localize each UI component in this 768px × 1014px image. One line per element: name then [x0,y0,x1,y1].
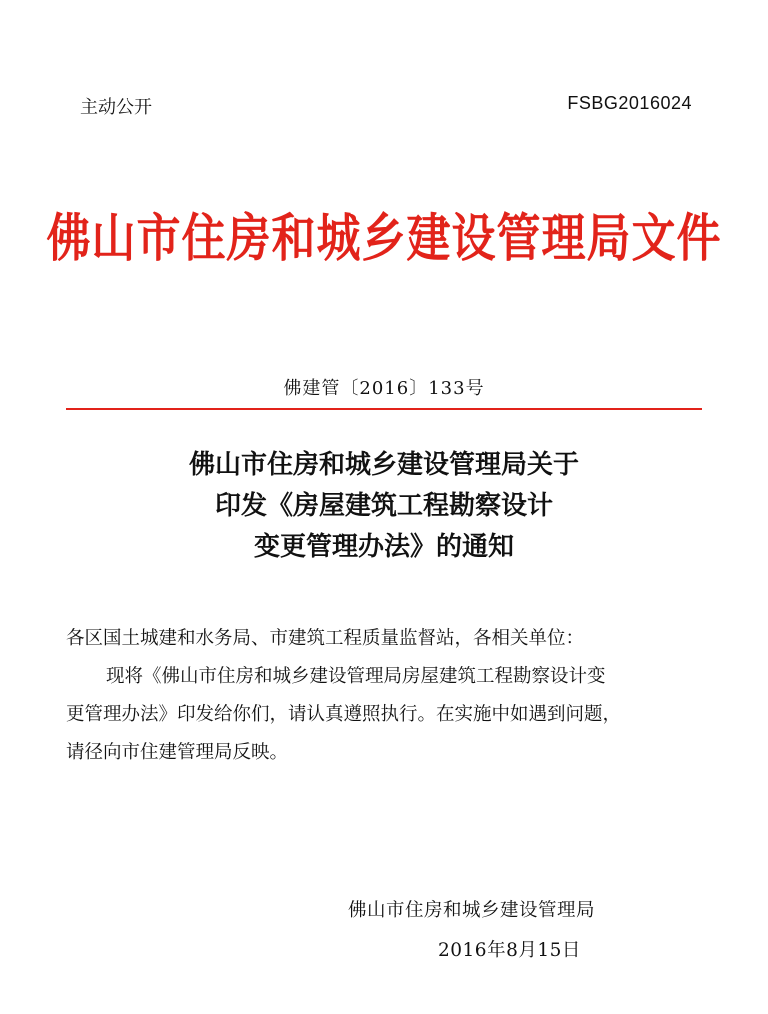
notice-body [66,620,706,772]
signing-organization: 佛山市住房和城乡建设管理局 [348,900,596,921]
notice-title [0,445,768,568]
document-code: FSBG2016024 [567,93,692,113]
title-line: 佛山市住房和城乡建设管理局关于 [188,450,579,480]
document-number: 佛建管〔2016〕133号 [283,378,485,399]
title-line: 印发《房屋建筑工程勘察设计 [214,491,553,521]
body-line: 请径向市住建管理局反映。 [66,742,289,763]
issuer-title: 佛山市住房和城乡建设管理局文件 [46,208,722,270]
body-line: 现将《佛山市住房和城乡建设管理局房屋建筑工程勘察设计变 [106,666,606,687]
body-line: 更管理办法》印发给你们，请认真遵照执行。在实施中如遇到问题， [66,704,622,725]
red-divider [66,408,702,410]
disclosure-label: 主动公开 [80,97,152,118]
signing-date: 2016年8月15日 [438,940,581,961]
title-line: 变更管理办法》的通知 [253,532,514,562]
salutation: 各区国土城建和水务局、市建筑工程质量监督站，各相关单位： [66,628,585,649]
